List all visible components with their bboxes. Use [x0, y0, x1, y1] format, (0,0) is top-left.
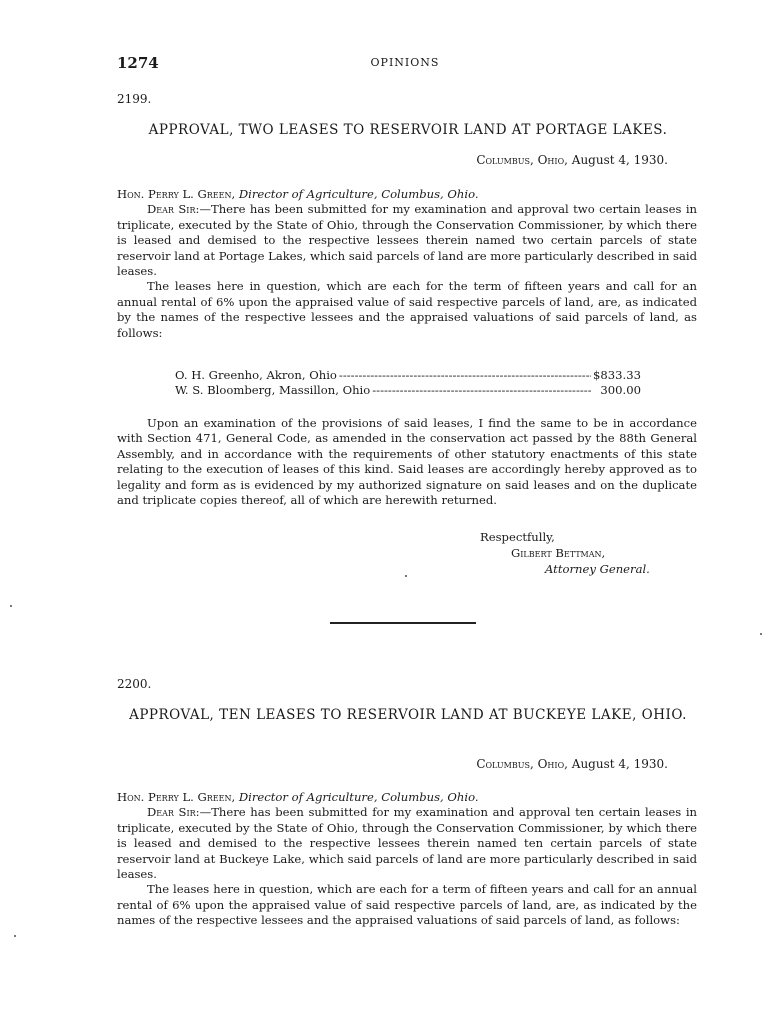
salutation: Dear Sir:: [147, 805, 200, 820]
addressee-name: Hon. Perry L. Green,: [117, 790, 236, 804]
addressee-title: Director of Agriculture, Columbus, Ohio.: [238, 790, 479, 804]
dateline-date: August 4, 1930.: [571, 757, 668, 771]
section-divider: [330, 622, 476, 624]
addressee-title: Director of Agriculture, Columbus, Ohio.: [238, 187, 479, 201]
opinion-number: 2200.: [117, 677, 152, 691]
paragraph: Upon an examination of the provisions of said leases, I find the same to be in accordance with Section 471, General Code, as amended in the conservation act passed by the 88th General Assembly, and in accordance with the requirements of other statutory enactments of this state relating to the execution of leases of this kind. Said leases are accordingly hereby approved as to legality and form as is evidenced by my authorized signature on said leases and on the duplicate and triplicate copies thereof, all of which are herewith returned.: [117, 416, 697, 508]
paragraph: [117, 202, 697, 279]
lessee-row: [175, 383, 641, 398]
addressee: [117, 790, 697, 805]
lessee-value: 300.00: [600, 383, 641, 398]
closing: Respectfully,: [480, 530, 555, 544]
salutation: Dear Sir:: [147, 202, 200, 217]
scan-speck: [760, 633, 762, 635]
paragraph-text: —There has been submitted for my examination and approval two certain leases in triplicate, executed by the State of Ohio, through the Conservation Commissioner, by which there is leased and demised to the respective lessees therein named two certain parcels of state reservoir land at Portage Lakes, which said parcels of land are more particularly described in said leases.: [117, 202, 697, 279]
dateline: [476, 153, 668, 167]
dateline: [476, 757, 668, 771]
opinion-number: 2199.: [117, 92, 152, 106]
running-title: OPINIONS: [370, 56, 440, 69]
lessee-name: O. H. Greenho, Akron, Ohio: [175, 368, 337, 382]
lessee-list: [175, 368, 641, 399]
lessee-name: W. S. Bloomberg, Massillon, Ohio: [175, 383, 371, 398]
leader-dots: [339, 368, 591, 383]
scan-speck: [10, 605, 12, 607]
scan-speck: [14, 935, 16, 937]
dateline-place: Columbus, Ohio,: [476, 153, 568, 167]
scan-speck: [405, 575, 407, 577]
paragraph: The leases here in question, which are each for the term of fifteen years and call for an annual rental of 6% upon the appraised value of said respective parcels of land, are, as indicated by the names of the respective lessees and the appraised valuations of said parcels of land, as follows:: [117, 279, 697, 340]
page-number: 1274: [117, 54, 159, 72]
lessee-row: [175, 368, 641, 383]
opinion-title: APPROVAL, TWO LEASES TO RESERVOIR LAND AT PORTAGE LAKES.: [148, 122, 668, 138]
signer-name: Gilbert Bettman,: [511, 546, 606, 560]
letter-body-continued: [117, 416, 697, 508]
letter-body: [117, 790, 697, 929]
addressee-name: Hon. Perry L. Green,: [117, 187, 236, 201]
lessee-value: $833.33: [593, 368, 641, 382]
paragraph-text: —There has been submitted for my examination and approval ten certain leases in triplicate, executed by the State of Ohio, through the Conservation Commissioner, by which there is leased and demised to the respective lessees therein named ten certain parcels of state reservoir land at Buckeye Lake, which said parcels of land are more particularly described in said leases.: [117, 805, 698, 882]
paragraph: [117, 805, 697, 882]
letter-body: [117, 187, 697, 341]
dateline-date: August 4, 1930.: [571, 153, 668, 167]
addressee: [117, 187, 697, 202]
signer-title: Attorney General.: [545, 562, 650, 576]
dateline-place: Columbus, Ohio,: [476, 757, 568, 771]
opinion-title: APPROVAL, TEN LEASES TO RESERVOIR LAND AT BUCKEYE LAKE, OHIO.: [129, 707, 687, 723]
paragraph: The leases here in question, which are each for a term of fifteen years and call for an annual rental of 6% upon the appraised value of said respective parcels of land, are, as indicated by the names of the respective lessees and the appraised valuations of said parcels of land, as follows:: [117, 882, 697, 928]
leader-dots: [372, 383, 591, 398]
